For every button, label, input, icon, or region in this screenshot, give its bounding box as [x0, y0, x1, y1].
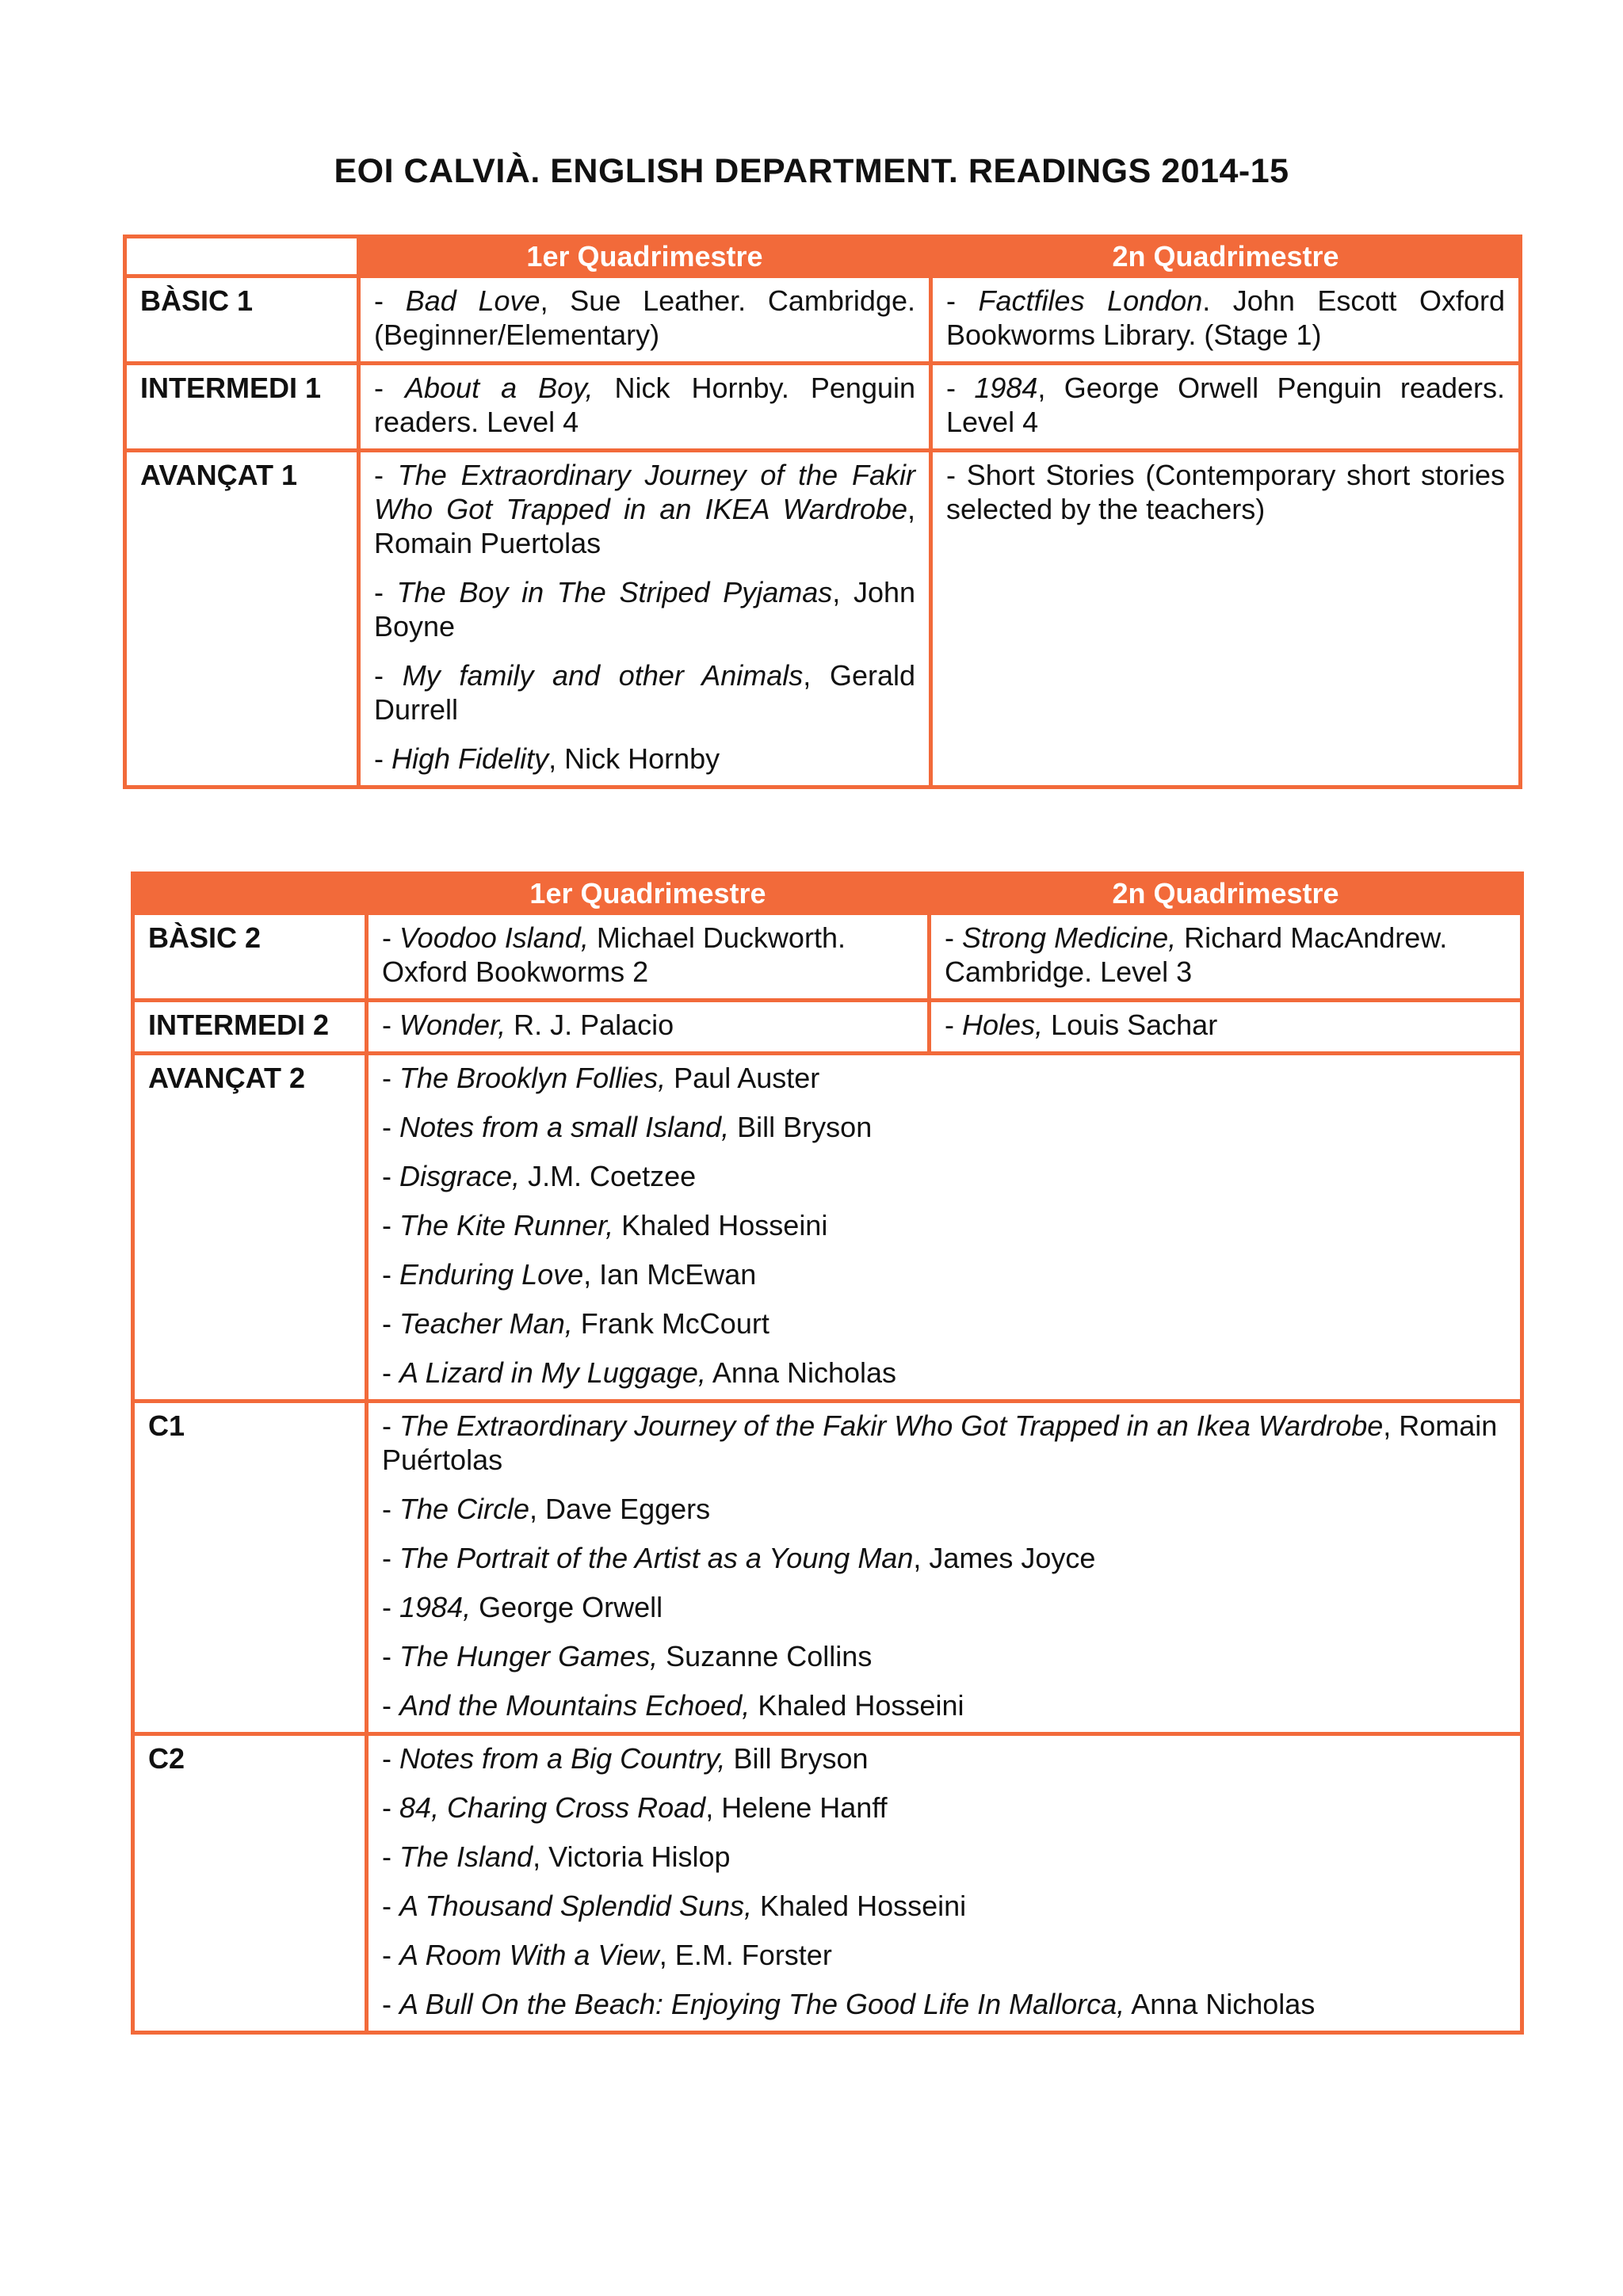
book-prefix: -: [382, 1356, 399, 1389]
book-entry: [374, 742, 915, 776]
book-author: Michael Duckworth. Oxford Bookworms 2: [382, 921, 846, 988]
book-entry: [382, 1306, 1507, 1341]
first-term-cell: [367, 1001, 930, 1054]
book-prefix: -: [374, 742, 391, 775]
book-prefix: -: [382, 1493, 399, 1525]
book-prefix: -: [382, 1409, 399, 1442]
year-books-cell: [367, 1054, 1522, 1402]
book-prefix: -: [382, 1111, 399, 1143]
book-entry: [382, 1159, 1507, 1193]
book-prefix: -: [374, 459, 398, 491]
book-author: George Orwell: [471, 1591, 663, 1623]
book-prefix: -: [945, 1009, 962, 1041]
book-title: High Fidelity: [391, 742, 549, 775]
table-header-row: [125, 237, 1521, 277]
book-title: Enduring Love: [399, 1258, 584, 1291]
book-title: The Hunger Games,: [399, 1640, 659, 1672]
header-second-term: 2n Quadrimestre: [930, 874, 1522, 913]
table-header-row: [133, 874, 1522, 913]
book-author: R. J. Palacio: [506, 1009, 674, 1041]
book-entry: [382, 1639, 1507, 1673]
second-term-cell: [930, 1001, 1522, 1054]
book-entry: [382, 1791, 1507, 1825]
book-author: , Helene Hanff: [705, 1791, 888, 1824]
book-author: , George Orwell Penguin readers. Level 4: [946, 372, 1505, 438]
page-title: EOI CALVIÀ. ENGLISH DEPARTMENT. READINGS 2014-15: [334, 152, 1289, 190]
table-row: [133, 1001, 1522, 1054]
book-prefix: -: [382, 1307, 399, 1340]
book-author: , Romain Puertolas: [374, 493, 915, 559]
book-author: J.M. Coetzee: [520, 1160, 697, 1192]
book-title: The Brooklyn Follies,: [399, 1062, 666, 1094]
book-title: A Lizard in My Luggage,: [399, 1356, 706, 1389]
book-author: Frank McCourt: [572, 1307, 769, 1340]
book-title: A Bull On the Beach: Enjoying The Good Life In Mallorca,: [399, 1988, 1125, 2020]
book-title: The Portrait of the Artist as a Young Man: [399, 1542, 914, 1574]
header-first-term-label: 1er Quadrimestre: [529, 877, 766, 910]
second-term-cell: [931, 364, 1521, 451]
book-title: 1984: [974, 372, 1038, 404]
book-title: Disgrace,: [399, 1160, 521, 1192]
book-entry: [382, 1938, 1507, 1972]
book-prefix: -: [374, 659, 403, 692]
level-cell: INTERMEDI 2: [133, 1001, 367, 1054]
header-blank-cell: [125, 237, 359, 277]
header-first-term: [133, 874, 930, 913]
book-author: , Ian McEwan: [583, 1258, 757, 1291]
book-prefix: -: [374, 284, 406, 317]
book-prefix: -: [946, 284, 979, 317]
book-author: , John Boyne: [374, 576, 916, 643]
level-cell: AVANÇAT 2: [133, 1054, 367, 1402]
book-title: Bad Love: [405, 284, 540, 317]
book-author: , Victoria Hislop: [533, 1840, 731, 1873]
first-term-cell: [359, 277, 931, 364]
book-entry: [382, 1208, 1507, 1242]
book-prefix: -: [382, 1209, 399, 1241]
book-author: Bill Bryson: [729, 1111, 873, 1143]
level-cell: C1: [133, 1402, 367, 1734]
book-title: Notes from a small Island,: [399, 1111, 730, 1143]
book-entry: [946, 371, 1505, 439]
header-first-term: 1er Quadrimestre: [359, 237, 931, 277]
book-prefix: -: [945, 921, 962, 954]
book-entry: [382, 1889, 1507, 1923]
book-entry: [382, 1987, 1507, 2021]
year-books-cell: [367, 1734, 1522, 2033]
first-term-cell: [367, 913, 930, 1001]
book-entry: [946, 458, 1505, 526]
book-prefix: -: [382, 1542, 399, 1574]
table-row: [133, 913, 1522, 1001]
book-prefix: -: [382, 1890, 399, 1922]
second-term-cell: [931, 451, 1521, 788]
book-entry: [382, 1688, 1507, 1722]
book-title: The Extraordinary Journey of the Fakir Who Got Trapped in an IKEA Wardrobe: [374, 459, 915, 525]
book-entry: [382, 1061, 1507, 1095]
book-prefix: -: [382, 1840, 399, 1873]
book-author: Khaled Hosseini: [750, 1689, 964, 1722]
book-prefix: -: [382, 1160, 399, 1192]
book-title: The Circle: [399, 1493, 530, 1525]
readings-table-second-year: [131, 871, 1524, 2035]
readings-table-first-year: [123, 235, 1522, 789]
book-author: , Dave Eggers: [529, 1493, 711, 1525]
book-author: Louis Sachar: [1043, 1009, 1218, 1041]
book-entry: [374, 284, 915, 352]
level-cell: BÀSIC 2: [133, 913, 367, 1001]
book-entry: [382, 1492, 1507, 1526]
book-title: The Island: [399, 1840, 533, 1873]
book-author: . John Escott Oxford Bookworms Library. (Stage 1): [946, 284, 1505, 351]
book-entry: [945, 1008, 1507, 1042]
book-title: The Kite Runner,: [399, 1209, 614, 1241]
table-row: [133, 1734, 1522, 2033]
book-title: A Thousand Splendid Suns,: [399, 1890, 752, 1922]
book-title: Notes from a Big Country,: [399, 1742, 726, 1775]
book-prefix: -: [374, 372, 405, 404]
book-prefix: -: [382, 921, 399, 954]
book-title: Wonder,: [399, 1009, 506, 1041]
book-author: Short Stories (Contemporary short stories selected by the teachers): [946, 459, 1505, 525]
book-author: , Sue Leather. Cambridge. (Beginner/Elementary): [374, 284, 915, 351]
book-entry: [945, 921, 1507, 989]
first-term-cell: [359, 364, 931, 451]
table-row: [125, 277, 1521, 364]
book-author: Paul Auster: [666, 1062, 820, 1094]
header-second-term: 2n Quadrimestre: [931, 237, 1521, 277]
book-title: A Room With a View: [399, 1939, 659, 1971]
book-author: , E.M. Forster: [659, 1939, 832, 1971]
book-author: Suzanne Collins: [658, 1640, 873, 1672]
book-title: The Boy in The Striped Pyjamas: [396, 576, 833, 608]
book-author: Bill Bryson: [725, 1742, 869, 1775]
book-title: Factfiles London: [978, 284, 1203, 317]
book-entry: [374, 575, 915, 643]
book-entry: [374, 458, 915, 560]
book-entry: [382, 1257, 1507, 1291]
book-entry: [382, 1741, 1507, 1775]
table-row: [133, 1054, 1522, 1402]
book-author: Khaled Hosseini: [613, 1209, 828, 1241]
book-author: , Gerald Durrell: [374, 659, 916, 726]
book-entry: [946, 284, 1505, 352]
book-prefix: -: [382, 1689, 399, 1722]
second-term-cell: [930, 913, 1522, 1001]
table-row: [125, 364, 1521, 451]
book-author: , James Joyce: [913, 1542, 1096, 1574]
book-title: My family and other Animals: [402, 659, 804, 692]
level-cell: INTERMEDI 1: [125, 364, 359, 451]
book-author: Anna Nicholas: [705, 1356, 897, 1389]
book-author: Anna Nicholas: [1125, 1988, 1316, 2020]
book-title: The Extraordinary Journey of the Fakir Who Got Trapped in an Ikea Wardrobe: [399, 1409, 1384, 1442]
book-prefix: -: [946, 372, 975, 404]
second-term-cell: [931, 277, 1521, 364]
level-cell: C2: [133, 1734, 367, 2033]
book-prefix: -: [374, 576, 397, 608]
book-prefix: -: [382, 1988, 399, 2020]
book-entry: [374, 658, 915, 727]
book-prefix: -: [382, 1009, 399, 1041]
book-entry: [382, 921, 914, 989]
book-title: Voodoo Island,: [399, 921, 589, 954]
book-title: 84, Charing Cross Road: [399, 1791, 706, 1824]
book-title: Strong Medicine,: [962, 921, 1177, 954]
book-title: Teacher Man,: [399, 1307, 573, 1340]
book-entry: [382, 1008, 914, 1042]
book-author: Richard MacAndrew. Cambridge. Level 3: [945, 921, 1448, 988]
book-prefix: -: [946, 459, 967, 491]
book-author: , Romain Puértolas: [382, 1409, 1498, 1476]
book-title: About a Boy,: [405, 372, 594, 404]
book-prefix: -: [382, 1939, 399, 1971]
book-prefix: -: [382, 1591, 399, 1623]
book-entry: [374, 371, 915, 439]
book-title: Holes,: [962, 1009, 1044, 1041]
book-author: Nick Hornby. Penguin readers. Level 4: [374, 372, 915, 438]
level-cell: BÀSIC 1: [125, 277, 359, 364]
table-row: [125, 451, 1521, 788]
book-title: And the Mountains Echoed,: [399, 1689, 750, 1722]
first-term-cell: [359, 451, 931, 788]
book-entry: [382, 1840, 1507, 1874]
book-prefix: -: [382, 1791, 399, 1824]
book-prefix: -: [382, 1258, 399, 1291]
book-title: 1984,: [399, 1591, 472, 1623]
table-row: [133, 1402, 1522, 1734]
year-books-cell: [367, 1402, 1522, 1734]
book-author: Khaled Hosseini: [751, 1890, 967, 1922]
book-entry: [382, 1356, 1507, 1390]
book-entry: [382, 1590, 1507, 1624]
book-entry: [382, 1409, 1507, 1477]
book-prefix: -: [382, 1062, 399, 1094]
book-prefix: -: [382, 1742, 399, 1775]
book-entry: [382, 1110, 1507, 1144]
book-author: , Nick Hornby: [548, 742, 720, 775]
book-entry: [382, 1541, 1507, 1575]
level-cell: AVANÇAT 1: [125, 451, 359, 788]
book-prefix: -: [382, 1640, 399, 1672]
